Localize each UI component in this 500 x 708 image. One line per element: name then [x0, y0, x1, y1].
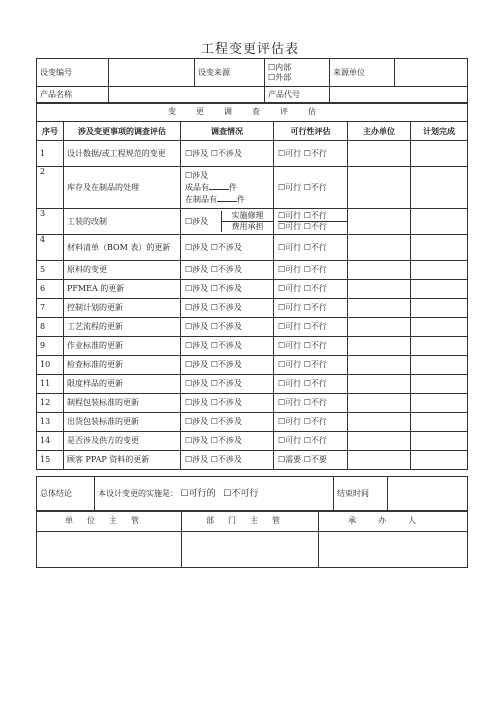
plan-cell[interactable] — [411, 413, 468, 432]
not-feasible-checkbox[interactable]: ☐不行 — [303, 265, 327, 274]
wip-line: 在制品有 件 — [185, 194, 245, 204]
survey-cell — [181, 318, 274, 337]
row-item: 检查标准的更新 — [64, 356, 181, 375]
evaluation-table — [36, 102, 468, 470]
plan-cell[interactable] — [411, 141, 468, 167]
table-row — [37, 318, 468, 337]
involved-checkbox[interactable]: ☐涉及 — [185, 436, 209, 445]
feasible-checkbox[interactable]: ☐可行 — [278, 182, 302, 192]
table-row — [37, 356, 468, 375]
owner-cell[interactable] — [348, 394, 411, 413]
row-no: 14 — [37, 432, 64, 451]
dept-manager-label: 部门主管 — [182, 511, 319, 532]
feasible-checkbox[interactable]: ☐可行 — [278, 398, 302, 407]
not-involved-checkbox[interactable]: ☐不涉及 — [210, 322, 242, 331]
row-item: 制程包装标准的更新 — [64, 394, 181, 413]
not-involved-checkbox[interactable]: ☐不涉及 — [210, 417, 242, 426]
table-row — [37, 299, 468, 318]
feasible-checkbox[interactable]: ☐可行 — [278, 360, 302, 369]
not-feasible-checkbox[interactable]: ☐不行 — [303, 322, 327, 331]
repair-label: 实施修理 — [222, 211, 273, 222]
not-feasible-checkbox[interactable]: ☐不行 — [303, 341, 327, 350]
involved-checkbox[interactable]: ☐涉及 — [185, 322, 209, 331]
involved-checkbox[interactable]: ☐涉及 — [185, 265, 209, 274]
not-feasible-checkbox[interactable]: ☐不行 — [303, 360, 327, 369]
feasibility-cell — [274, 318, 348, 337]
not-feasible-conclusion-checkbox[interactable]: ☐不可行 — [223, 489, 259, 499]
change-no-label: 设变编号 — [37, 59, 109, 87]
involved-checkbox[interactable]: ☐涉及 — [185, 170, 209, 180]
plan-cell[interactable] — [411, 235, 468, 261]
survey-cell — [181, 299, 274, 318]
row-no: 11 — [37, 375, 64, 394]
involved-checkbox[interactable]: ☐涉及 — [185, 341, 209, 350]
plan-cell[interactable] — [411, 261, 468, 280]
conclusion-table — [36, 476, 468, 512]
not-involved-checkbox[interactable]: ☐不涉及 — [210, 341, 242, 350]
table-row — [37, 280, 468, 299]
survey-cell — [181, 209, 274, 235]
feasible-checkbox[interactable]: ☐可行 — [278, 436, 302, 445]
wip-qty-blank[interactable] — [217, 193, 237, 202]
involved-checkbox[interactable]: ☐涉及 — [185, 379, 209, 388]
survey-cell — [181, 141, 274, 167]
not-involved-checkbox[interactable]: ☐不涉及 — [210, 379, 242, 388]
owner-cell[interactable] — [348, 318, 411, 337]
feasible-checkbox[interactable]: ☐可行 — [278, 222, 302, 231]
plan-cell[interactable] — [411, 209, 468, 235]
plan-cell[interactable] — [411, 432, 468, 451]
not-feasible-checkbox[interactable]: ☐不行 — [303, 417, 327, 426]
row-item: 工装的改制 — [64, 209, 181, 235]
not-feasible-checkbox[interactable]: ☐不行 — [303, 222, 327, 231]
table-row — [37, 451, 468, 470]
row-item: 顾客 PPAP 资料的更新 — [64, 451, 181, 470]
feasible-checkbox[interactable]: ☐可行 — [278, 148, 302, 158]
col-header-item: 涉及变更事项的调查评估 — [64, 122, 181, 141]
row-no: 8 — [37, 318, 64, 337]
not-involved-checkbox[interactable]: ☐不涉及 — [210, 436, 242, 445]
not-needed-checkbox[interactable]: ☐不要 — [303, 455, 327, 464]
unit-manager-label: 单位主管 — [37, 511, 182, 532]
feasibility-cell — [274, 432, 348, 451]
product-code-label: 产品代号 — [265, 87, 330, 104]
row-no: 10 — [37, 356, 64, 375]
feasible-checkbox[interactable]: ☐可行 — [278, 303, 302, 312]
row-item: 工艺流程的更新 — [64, 318, 181, 337]
feasible-checkbox[interactable]: ☐可行 — [278, 322, 302, 331]
finished-goods-line: 成品有 件 — [185, 182, 237, 192]
row-no: 2 — [37, 167, 64, 209]
feasible-checkbox[interactable]: ☐可行 — [278, 417, 302, 426]
table-row — [37, 235, 468, 261]
source-unit-field[interactable] — [395, 59, 468, 87]
row-item: 设计数据/或工程规范的变更 — [64, 141, 181, 167]
owner-cell[interactable] — [348, 235, 411, 261]
not-feasible-checkbox[interactable]: ☐不行 — [303, 398, 327, 407]
finished-qty-blank[interactable] — [209, 181, 229, 190]
row-item: 库存及在制品的处理 — [64, 167, 181, 209]
not-feasible-checkbox[interactable]: ☐不行 — [303, 242, 327, 252]
feasible-checkbox[interactable]: ☐可行 — [278, 265, 302, 274]
row-no: 7 — [37, 299, 64, 318]
internal-checkbox[interactable]: ☐内部 — [268, 62, 292, 72]
feasible-checkbox[interactable]: ☐可行 — [278, 284, 302, 293]
not-involved-checkbox[interactable]: ☐不涉及 — [210, 265, 242, 274]
row-item: 作业标准的更新 — [64, 337, 181, 356]
dept-manager-signature[interactable] — [182, 532, 319, 568]
row-item: 出货包装标准的更新 — [64, 413, 181, 432]
survey-cell — [181, 337, 274, 356]
plan-cell[interactable] — [411, 356, 468, 375]
owner-cell[interactable] — [348, 209, 411, 235]
involved-checkbox[interactable]: ☐涉及 — [185, 148, 209, 158]
owner-cell[interactable] — [348, 451, 411, 470]
end-time-field[interactable] — [388, 477, 468, 512]
owner-cell[interactable] — [348, 337, 411, 356]
col-header-survey: 调查情况 — [181, 122, 274, 141]
conclusion-question: 本设计变更的实施是： — [98, 489, 178, 498]
change-source-options — [265, 59, 330, 87]
not-involved-checkbox[interactable]: ☐不涉及 — [210, 148, 242, 158]
plan-cell[interactable] — [411, 337, 468, 356]
feasibility-cell — [274, 299, 348, 318]
not-feasible-checkbox[interactable]: ☐不行 — [303, 211, 327, 220]
row-item: 控制计划的更新 — [64, 299, 181, 318]
source-unit-label: 来源单位 — [330, 59, 395, 87]
change-no-field[interactable] — [109, 59, 195, 87]
row-item: 是否涉及供方的变更 — [64, 432, 181, 451]
feasibility-cell — [274, 451, 348, 470]
col-header-no: 序号 — [37, 122, 64, 141]
cost-label: 费用承担 — [231, 222, 264, 231]
feasibility-cell — [274, 167, 348, 209]
survey-cell — [181, 451, 274, 470]
not-involved-checkbox[interactable]: ☐不涉及 — [210, 360, 242, 369]
handler-signature[interactable] — [319, 532, 468, 568]
involved-checkbox[interactable]: ☐涉及 — [185, 417, 209, 426]
owner-cell[interactable] — [348, 413, 411, 432]
survey-cell — [181, 235, 274, 261]
not-involved-checkbox[interactable]: ☐不涉及 — [210, 242, 242, 252]
survey-cell — [181, 356, 274, 375]
not-involved-checkbox[interactable]: ☐不涉及 — [210, 455, 242, 464]
owner-cell[interactable] — [348, 261, 411, 280]
plan-cell[interactable] — [411, 280, 468, 299]
row-item: PFMEA 的更新 — [64, 280, 181, 299]
external-checkbox[interactable]: ☐外部 — [268, 72, 292, 82]
plan-cell[interactable] — [411, 394, 468, 413]
feasible-checkbox[interactable]: ☐可行 — [278, 341, 302, 350]
table-row — [37, 413, 468, 432]
row-no: 15 — [37, 451, 64, 470]
table-row — [37, 141, 468, 167]
change-source-label: 设变来源 — [195, 59, 265, 87]
feasible-checkbox[interactable]: ☐可行 — [278, 379, 302, 388]
feasible-checkbox[interactable]: ☐可行 — [278, 242, 302, 252]
row-no: 13 — [37, 413, 64, 432]
not-involved-checkbox[interactable]: ☐不涉及 — [210, 284, 242, 293]
row-no: 9 — [37, 337, 64, 356]
row-no: 3 — [37, 209, 64, 235]
product-code-field[interactable] — [330, 87, 468, 104]
unit-manager-signature[interactable] — [37, 532, 182, 568]
product-name-field[interactable] — [109, 87, 265, 104]
row-no: 1 — [37, 141, 64, 167]
feasibility-cell — [274, 394, 348, 413]
handler-label: 承办人 — [319, 511, 468, 532]
plan-cell[interactable] — [411, 375, 468, 394]
column-header-row — [37, 122, 468, 141]
conclusion-cell — [95, 477, 334, 512]
owner-cell[interactable] — [348, 167, 411, 209]
table-row — [37, 261, 468, 280]
section-title: 变更调查评估 — [37, 103, 468, 122]
plan-cell[interactable] — [411, 299, 468, 318]
not-feasible-checkbox[interactable]: ☐不行 — [303, 379, 327, 388]
involved-checkbox[interactable]: ☐涉及 — [185, 216, 209, 226]
row-item: 原料的变更 — [64, 261, 181, 280]
involved-checkbox[interactable]: ☐涉及 — [185, 455, 209, 464]
end-time-label: 结束时间 — [334, 477, 388, 512]
survey-cell — [181, 375, 274, 394]
feasibility-cell — [274, 280, 348, 299]
survey-cell — [181, 280, 274, 299]
needed-checkbox[interactable]: ☐需要 — [278, 455, 302, 464]
feasibility-cell — [274, 356, 348, 375]
not-feasible-checkbox[interactable]: ☐不行 — [303, 303, 327, 312]
not-feasible-checkbox[interactable]: ☐不行 — [303, 182, 327, 192]
owner-cell[interactable] — [348, 432, 411, 451]
feasibility-cell — [274, 375, 348, 394]
plan-cell[interactable] — [411, 318, 468, 337]
owner-cell[interactable] — [348, 299, 411, 318]
not-feasible-checkbox[interactable]: ☐不行 — [303, 436, 327, 445]
involved-checkbox[interactable]: ☐涉及 — [185, 242, 209, 252]
owner-cell[interactable] — [348, 375, 411, 394]
table-row — [37, 337, 468, 356]
survey-cell — [181, 261, 274, 280]
row-no: 6 — [37, 280, 64, 299]
survey-cell — [181, 167, 274, 209]
involved-checkbox[interactable]: ☐涉及 — [185, 398, 209, 407]
table-row — [37, 209, 468, 235]
involved-checkbox[interactable]: ☐涉及 — [185, 360, 209, 369]
feasible-conclusion-checkbox[interactable]: ☐可行的 — [180, 489, 216, 499]
feasibility-cell — [274, 261, 348, 280]
involved-checkbox[interactable]: ☐涉及 — [185, 284, 209, 293]
col-header-feasibility: 可行性评估 — [274, 122, 348, 141]
table-row — [37, 394, 468, 413]
signature-table — [36, 510, 468, 568]
row-item: 材料清单（BOM 表）的更新 — [64, 235, 181, 261]
feasibility-cell — [274, 235, 348, 261]
row-item: 限度样品的更新 — [64, 375, 181, 394]
row-no: 12 — [37, 394, 64, 413]
conclusion-label: 总体结论 — [37, 477, 95, 512]
col-header-plan: 计划完成 — [411, 122, 468, 141]
owner-cell[interactable] — [348, 280, 411, 299]
owner-cell[interactable] — [348, 141, 411, 167]
row-no: 5 — [37, 261, 64, 280]
col-header-owner: 主办单位 — [348, 122, 411, 141]
feasibility-cell — [274, 413, 348, 432]
survey-cell — [181, 432, 274, 451]
document-title: 工程变更评估表 — [200, 42, 299, 57]
table-row — [37, 375, 468, 394]
plan-cell[interactable] — [411, 167, 468, 209]
not-feasible-checkbox[interactable]: ☐不行 — [303, 148, 327, 158]
survey-cell — [181, 413, 274, 432]
not-feasible-checkbox[interactable]: ☐不行 — [303, 284, 327, 293]
survey-cell — [181, 394, 274, 413]
feasibility-cell — [274, 209, 348, 235]
section-title-row — [37, 103, 468, 122]
feasibility-cell — [274, 141, 348, 167]
involved-checkbox[interactable]: ☐涉及 — [185, 303, 209, 312]
product-name-label: 产品名称 — [37, 87, 109, 104]
owner-cell[interactable] — [348, 356, 411, 375]
header-table — [36, 58, 468, 104]
table-row — [37, 432, 468, 451]
not-involved-checkbox[interactable]: ☐不涉及 — [210, 398, 242, 407]
plan-cell[interactable] — [411, 451, 468, 470]
not-involved-checkbox[interactable]: ☐不涉及 — [210, 303, 242, 312]
table-row — [37, 167, 468, 209]
row-no: 4 — [37, 235, 64, 261]
feasible-checkbox[interactable]: ☐可行 — [278, 211, 302, 220]
feasibility-cell — [274, 337, 348, 356]
